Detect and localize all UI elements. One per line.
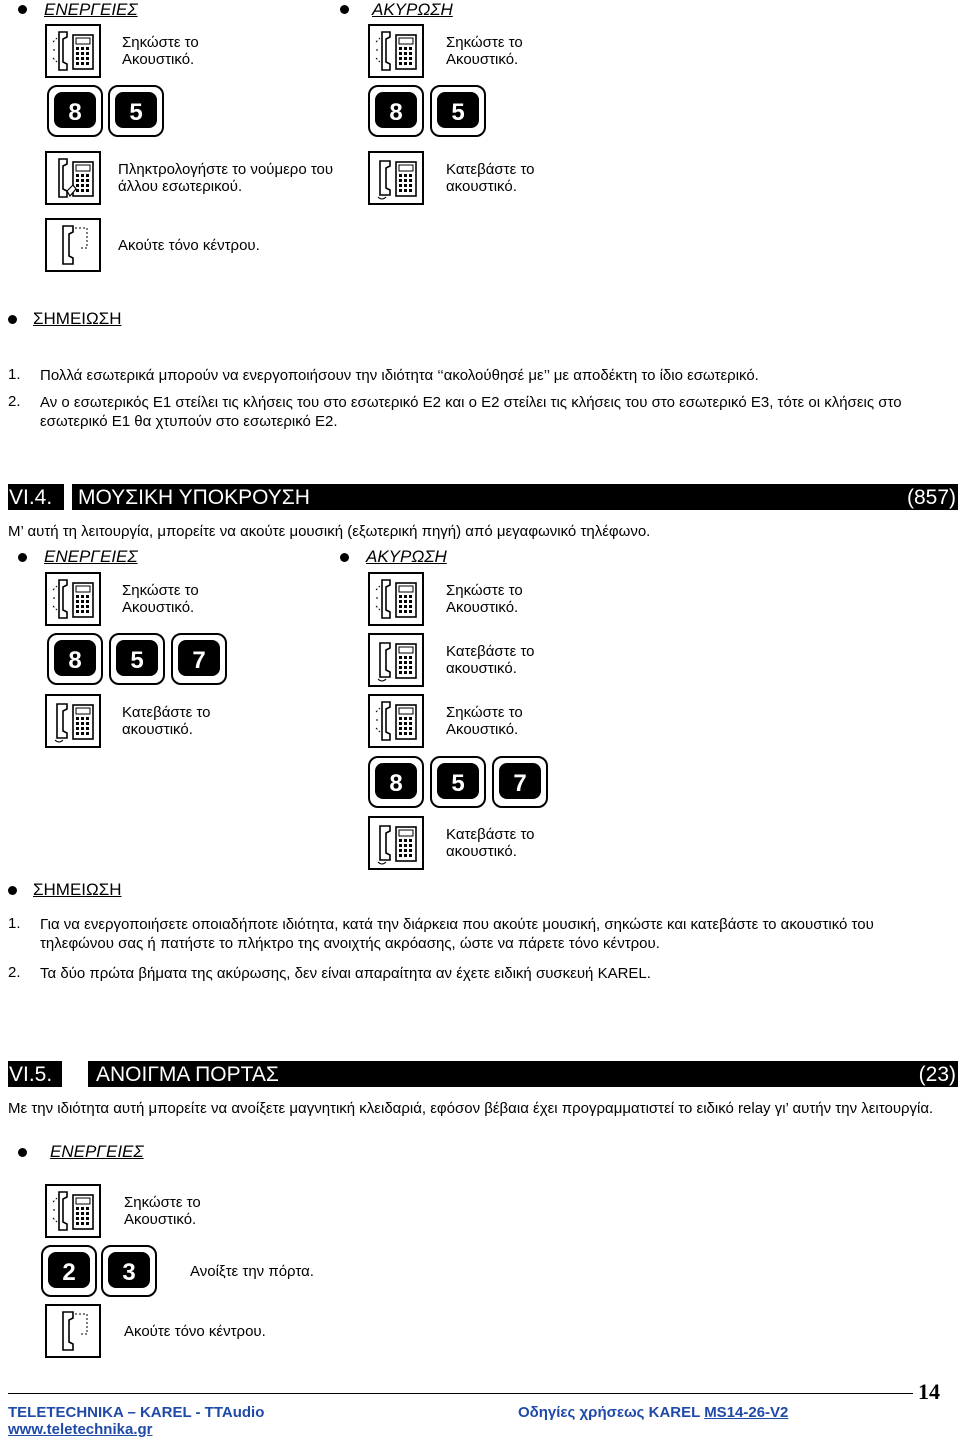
- svg-text:5: 5: [130, 647, 144, 674]
- svg-text:7: 7: [513, 770, 527, 797]
- step-label: Σηκώστε το Ακουστικό.: [122, 582, 199, 616]
- svg-text:2: 2: [62, 1259, 76, 1286]
- key-3-icon: [100, 1244, 158, 1298]
- footer-guide: [518, 1404, 788, 1421]
- key-5-icon: [108, 632, 166, 686]
- section-number: VI.5.: [9, 1063, 53, 1086]
- key-2-icon: [40, 1244, 98, 1298]
- step-label: Σηκώστε το Ακουστικό.: [122, 34, 199, 68]
- step-label: Κατεβάστε το ακουστικό.: [446, 826, 535, 860]
- bullet-icon: [18, 553, 27, 562]
- note-text: Τα δύο πρώτα βήματα της ακύρωσης, δεν είναι απαραίτητα αν έχετε ειδική συσκευή KAREL.: [40, 965, 651, 982]
- bar-gap: [64, 484, 72, 510]
- step-label: Σηκώστε το Ακουστικό.: [446, 582, 523, 616]
- activate-heading: ΕΝΕΡΓΕΙΕΣ: [44, 547, 138, 566]
- svg-text:8: 8: [389, 99, 403, 126]
- note-number: 1.: [8, 915, 21, 932]
- footer-company: TELETECHNIKA – KAREL - TTAudio: [8, 1404, 265, 1421]
- note-heading: ΣΗΜΕΙΩΣΗ: [33, 880, 122, 899]
- note-text: Για να ενεργοποιήσετε οποιαδήποτε ιδιότητα, κατά την διάρκεια που ακούτε μουσική, σηκώστε και κατεβάστε το ακουστικό του τηλεφώνου σας ή πατήστε το πλήκτρο της ανοιχτής ακρόασης, ώστε να πάρετε τόνο κέντρου.: [40, 916, 874, 952]
- phone-onhook-icon: [368, 151, 424, 205]
- step-label: Πληκτρολογήστε το νούμερο του άλλου εσωτερικού.: [118, 161, 334, 195]
- bullet-icon: [8, 886, 17, 895]
- page-number: 14: [918, 1379, 940, 1404]
- note-number: 2.: [8, 964, 21, 981]
- cancel-heading: ΑΚΥΡΩΣΗ: [372, 0, 453, 19]
- handset-tone-icon: [45, 218, 101, 272]
- phone-offhook-icon: [368, 24, 424, 78]
- section-intro: Μ’ αυτή τη λειτουργία, μπορείτε να ακούτε μουσική (εξωτερική πηγή) από μεγαφωνικό τηλέφωνο.: [8, 523, 651, 540]
- footer-website-link[interactable]: www.teletechnika.gr: [8, 1421, 153, 1438]
- bullet-icon: [340, 5, 349, 14]
- cancel-heading: ΑΚΥΡΩΣΗ: [366, 547, 447, 566]
- svg-text:5: 5: [451, 770, 465, 797]
- bullet-icon: [340, 553, 349, 562]
- key-5-icon: [429, 84, 487, 138]
- section-intro: Με την ιδιότητα αυτή μπορείτε να ανοίξετε μαγνητική κλειδαριά, εφόσον βέβαια έχει προγραμματιστεί το ειδικό relay γι’ αυτήν την λειτουργία.: [8, 1100, 934, 1117]
- section-bar-music: [8, 484, 958, 510]
- step-label: Σηκώστε το Ακουστικό.: [446, 704, 523, 738]
- section-code: (23): [918, 1063, 956, 1086]
- bar-gap: [62, 1061, 88, 1087]
- section-title: ΑΝΟΙΓΜΑ ΠΟΡΤΑΣ: [96, 1063, 279, 1086]
- svg-text:3: 3: [122, 1259, 136, 1286]
- key-7-icon: [491, 755, 549, 809]
- footer-guide-prefix: Οδηγίες χρήσεως KAREL: [518, 1404, 705, 1421]
- key-8-icon: [46, 632, 104, 686]
- phone-onhook-icon: [368, 633, 424, 687]
- handset-tone-icon: [45, 1304, 101, 1358]
- note-number: 1.: [8, 366, 21, 383]
- phone-offhook-icon: [45, 1184, 101, 1238]
- activate-heading: ΕΝΕΡΓΕΙΕΣ: [44, 0, 138, 19]
- bullet-icon: [18, 5, 27, 14]
- note-heading: ΣΗΜΕΙΩΣΗ: [33, 309, 122, 328]
- note-number: 2.: [8, 393, 21, 410]
- step-label: Κατεβάστε το ακουστικό.: [446, 161, 535, 195]
- step-label: Ανοίξτε την πόρτα.: [190, 1263, 314, 1280]
- svg-text:7: 7: [192, 647, 206, 674]
- key-5-icon: [107, 84, 165, 138]
- svg-text:8: 8: [68, 647, 82, 674]
- step-label: Σηκώστε το Ακουστικό.: [446, 34, 523, 68]
- footer-guide-code-link[interactable]: MS14-26-V2: [704, 1404, 789, 1421]
- note-text: Πολλά εσωτερικά μπορούν να ενεργοποιήσουν την ιδιότητα ‘‘ακολούθησέ με’’ με αποδέκτη το ίδιο εσωτερικό.: [40, 367, 759, 384]
- phone-offhook-icon: [368, 694, 424, 748]
- key-8-icon: [367, 84, 425, 138]
- key-8-icon: [367, 755, 425, 809]
- step-label: Κατεβάστε το ακουστικό.: [446, 643, 535, 677]
- phone-onhook-icon: [45, 694, 101, 748]
- section-code: (857): [906, 486, 956, 509]
- svg-text:5: 5: [129, 99, 143, 126]
- key-8-icon: [46, 84, 104, 138]
- footer-divider: [8, 1393, 913, 1394]
- section-title: ΜΟΥΣΙΚΗ ΥΠΟΚΡΟΥΣΗ: [78, 486, 310, 509]
- phone-dial-icon: [45, 151, 101, 205]
- svg-text:8: 8: [68, 99, 82, 126]
- section-bar-door: [8, 1061, 958, 1087]
- step-label: Κατεβάστε το ακουστικό.: [122, 704, 211, 738]
- svg-text:8: 8: [389, 770, 403, 797]
- phone-onhook-icon: [368, 816, 424, 870]
- phone-offhook-icon: [45, 572, 101, 626]
- step-label: Ακούτε τόνο κέντρου.: [118, 237, 260, 254]
- key-5-icon: [429, 755, 487, 809]
- bullet-icon: [8, 315, 17, 324]
- phone-offhook-icon: [45, 24, 101, 78]
- step-label: Σηκώστε το Ακουστικό.: [124, 1194, 201, 1228]
- step-label: Ακούτε τόνο κέντρου.: [124, 1323, 266, 1340]
- bullet-icon: [18, 1148, 27, 1157]
- phone-offhook-icon: [368, 572, 424, 626]
- note-text: Αν ο εσωτερικός Ε1 στείλει τις κλήσεις του στο εσωτερικό Ε2 και ο Ε2 στείλει τις κλήσεις του στο εσωτερικό Ε3, τότε οι κλήσεις στο εσωτερικό Ε1 θα χτυπούν στο εσωτερικό Ε2.: [40, 394, 902, 430]
- section-number: VI.4.: [9, 486, 53, 509]
- activate-heading: ΕΝΕΡΓΕΙΕΣ: [50, 1142, 144, 1161]
- svg-text:5: 5: [451, 99, 465, 126]
- key-7-icon: [170, 632, 228, 686]
